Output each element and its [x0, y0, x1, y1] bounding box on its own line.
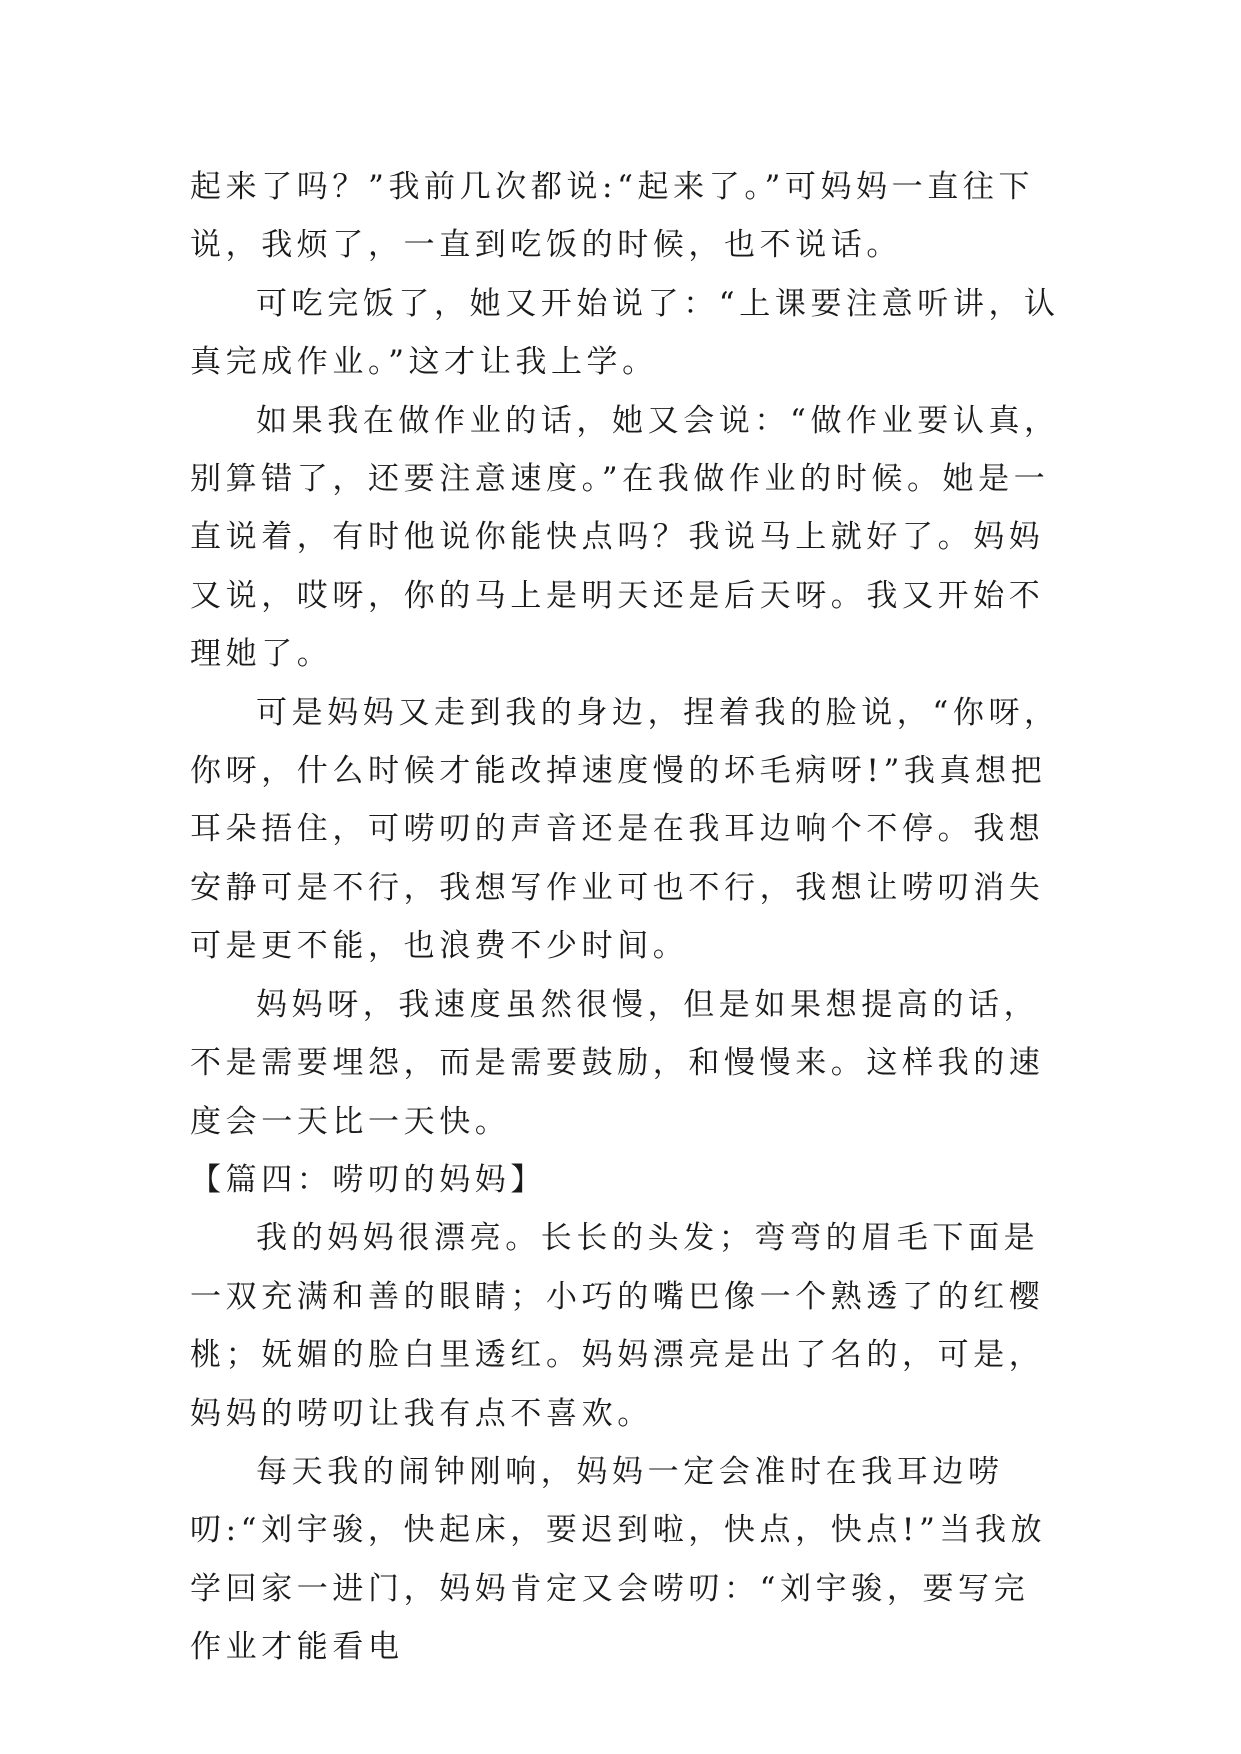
- paragraph: 可是妈妈又走到我的身边，捏着我的脸说，“你呀，你呀，什么时候才能改掉速度慢的坏毛病呀!”我真想把耳朵捂住，可唠叨的声音还是在我耳边响个不停。我想安静可是不行，我想写作业可也不行，我想让唠叨消失可是更不能，也浪费不少时间。: [190, 694, 1060, 965]
- paragraph: 可吃完饭了，她又开始说了：“上课要注意听讲，认真完成作业。”这才让我上学。: [190, 285, 1060, 381]
- document-body: [190, 158, 1060, 1677]
- paragraph: 每天我的闹钟刚响，妈妈一定会准时在我耳边唠叨:“刘宇骏，快起床，要迟到啦，快点，快点!”当我放学回家一进门，妈妈肯定又会唠叨：“刘宇骏，要写完作业才能看电: [190, 1453, 1047, 1666]
- paragraph: 妈妈呀，我速度虽然很慢，但是如果想提高的话，不是需要埋怨，而是需要鼓励，和慢慢来。这样我的速度会一天比一天快。: [190, 986, 1045, 1140]
- section-heading: 【篇四：唠叨的妈妈】: [190, 1161, 546, 1198]
- paragraph: 我的妈妈很漂亮。长长的头发；弯弯的眉毛下面是一双充满和善的眼睛；小巧的嘴巴像一个熟透了的红樱桃；妩媚的脸白里透红。妈妈漂亮是出了名的，可是，妈妈的唠叨让我有点不喜欢。: [190, 1220, 1045, 1432]
- paragraph-continuation: 起来了吗？”我前几次都说:“起来了。”可妈妈一直往下说，我烦了，一直到吃饭的时候，也不说话。: [190, 169, 1035, 264]
- paragraph: 如果我在做作业的话，她又会说：“做作业要认真，别算错了，还要注意速度。”在我做作业的时候。她是一直说着，有时他说你能快点吗？我说马上就好了。妈妈又说，哎呀，你的马上是明天还是后天呀。我又开始不理她了。: [190, 402, 1060, 673]
